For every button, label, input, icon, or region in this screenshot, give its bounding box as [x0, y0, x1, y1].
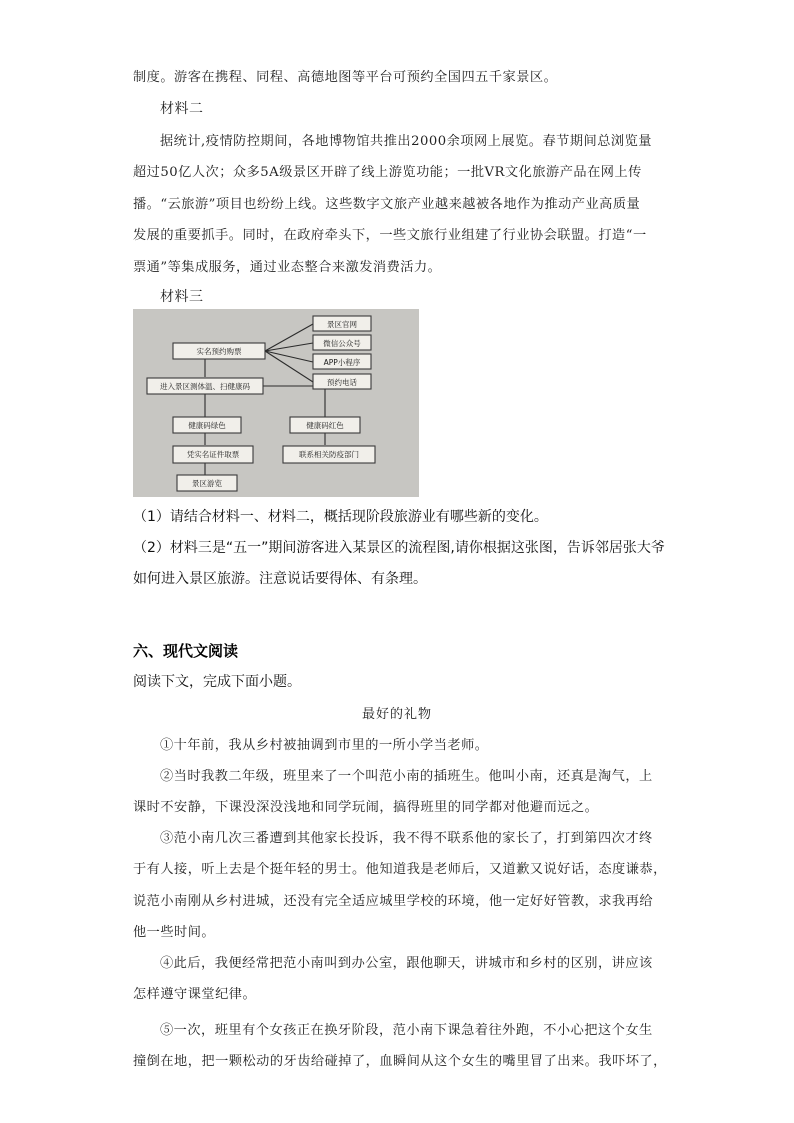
contact-label: 联系相关防疫部门: [299, 450, 359, 459]
story-paragraph: ④此后，我便经常把范小南叫到办公室，跟他聊天，讲城市和乡村的区别，讲应该: [160, 956, 653, 971]
red-label: 健康码红色: [306, 421, 344, 430]
question-2-cont: 如何进入景区旅游。注意说话要得体、有条理。: [133, 571, 427, 587]
connector: [265, 351, 313, 382]
channel-label: 预约电话: [327, 378, 357, 387]
story-paragraph: ③范小南几次三番遭到其他家长投诉，我不得不联系他的家长了，打到第四次才终: [160, 831, 653, 846]
green-label: 健康码绿色: [188, 421, 226, 430]
instruction: 阅读下文，完成下面小题。: [133, 674, 301, 690]
story-paragraph: ①十年前，我从乡村被抽调到市里的一所小学当老师。: [160, 738, 489, 753]
material2-label: 材料二: [160, 101, 204, 117]
channel-label: 景区官网: [327, 320, 357, 329]
material1-tail: 制度。游客在携程、同程、高德地图等平台可预约全国四五千家景区。: [133, 70, 558, 85]
enter-label: 进入景区测体温、扫健康码: [160, 382, 250, 391]
story-line: 于有人接，听上去是个挺年轻的男士。他知道我是老师后，又道歉又说好话，态度谦恭，: [133, 862, 667, 877]
channel-label: 微信公众号: [323, 339, 361, 348]
story-line: 说范小南刚从乡村进城，还没有完全适应城里学校的环境，他一定好好管教，求我再给: [133, 894, 654, 909]
id-label: 凭实名证件取票: [186, 450, 240, 459]
section-heading: 六、现代文阅读: [133, 642, 239, 660]
connector: [263, 386, 325, 417]
material2-line: 播。“云旅游”项目也纷纷上线。这些数字文旅产业越来越被各地作为推动产业高质量: [133, 197, 641, 212]
material2-line: 据统计,疫情防控期间，各地博物馆共推出2000余项网上展览。春节期间总浏览量: [160, 134, 652, 149]
story-line: 他一些时间。: [133, 925, 216, 940]
reserve-label: 实名预约购票: [196, 347, 242, 356]
material2-line: 发展的重要抓手。同时，在政府牵头下，一些文旅行业组建了行业协会联盟。打造“一: [133, 228, 647, 243]
question-2: （2）材料三是“五一”期间游客进入某景区的流程图,请你根据这张图，告诉邻居张大爷: [133, 540, 665, 556]
connector: [265, 351, 313, 362]
story-paragraph: ②当时我教二年级，班里来了一个叫范小南的插班生。他叫小南，还真是淘气，上: [160, 769, 653, 784]
story-line: 怎样遵守课堂纪律。: [133, 987, 257, 1002]
story-title: 最好的礼物: [361, 707, 432, 722]
material2-line: 超过50亿人次；众多5A级景区开辟了线上游览功能；一批VR文化旅游产品在网上传: [133, 165, 642, 180]
story-paragraph: ⑤一次，班里有个女孩正在换牙阶段，范小南下课急着往外跑，不小心把这个女生: [160, 1023, 653, 1038]
flowchart: [133, 309, 419, 497]
material2-line: 票通”等集成服务，通过业态整合来激发消费活力。: [133, 260, 442, 275]
story-line: 课时不安静，下课没深没浅地和同学玩闹，搞得班里的同学都对他避而远之。: [133, 800, 599, 815]
story-line: 撞倒在地，把一颗松动的牙齿给碰掉了，血瞬间从这个女生的嘴里冒了出来。我吓坏了，: [133, 1054, 667, 1069]
tour-label: 景区游览: [192, 479, 222, 488]
channel-label: APP小程序: [323, 358, 361, 367]
material3-label: 材料三: [160, 289, 204, 305]
question-1: （1）请结合材料一、材料二，概括现阶段旅游业有哪些新的变化。: [133, 509, 548, 525]
